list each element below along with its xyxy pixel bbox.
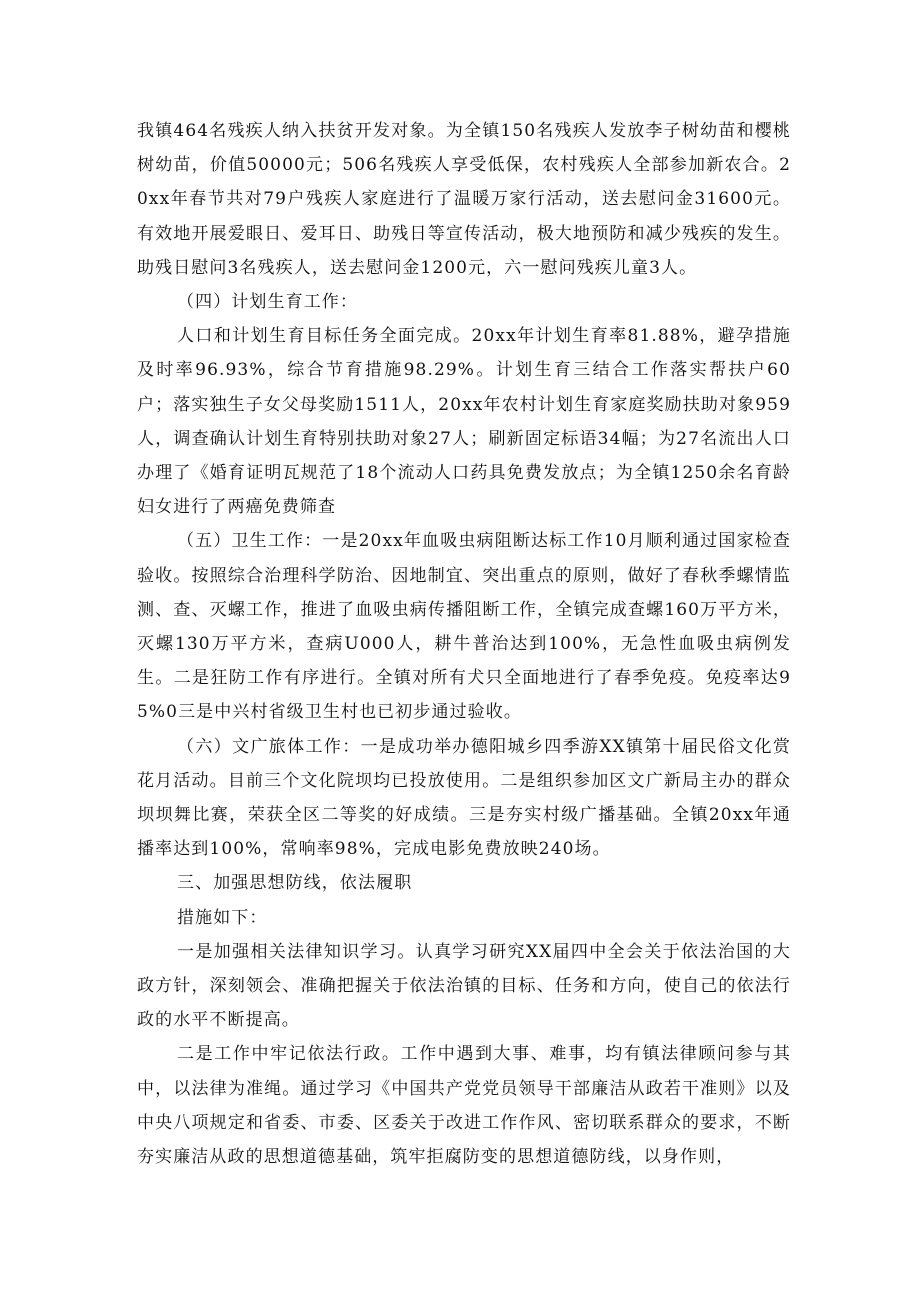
paragraph-health-work: （五）卫生工作：一是20xx年血吸虫病阻断达标工作10月顺利通过国家检查验收。按照综合治理科学防治、因地制宜、突出重点的原则，做好了春秋季螺情监测、查、灭螺工作，推进了血吸虫病传播阻断工作，全镇完成查螺160万平方米，灭螺130万平方米，查病U000人，耕牛普治达到100%，无急性血吸虫病例发生。二是狂防工作有序进行。全镇对所有犬只全面地进行了春季免疫。免疫率达95%0三是中兴村省级卫生村也已初步通过验收。: [137, 531, 791, 723]
paragraph-measures-intro: 措施如下：: [177, 907, 268, 928]
document-body: [137, 114, 791, 1174]
section-heading-family-planning: （四）计划生育工作：: [177, 292, 358, 313]
paragraph-law-study: 一是加强相关法律知识学习。认真学习研究XX届四中全会关于依法治国的大政方针，深刻领会、准确把握关于依法治镇的目标、任务和方向，使自己的依法行政的水平不断提高。: [137, 941, 791, 1031]
paragraph-law-practice: 二是工作中牢记依法行政。工作中遇到大事、难事，均有镇法律顾问参与其中，以法律为准绳。通过学习《中国共产党党员领导干部廉洁从政若干准则》以及中央八项规定和省委、市委、区委关于改进工作作风、密切联系群众的要求，不断夯实廉洁从政的思想道德基础，筑牢拒腐防变的思想道德防线，以身作则，: [137, 1044, 791, 1168]
section-heading-law: 三、加强思想防线，依法履职: [177, 873, 413, 894]
paragraph-disability-work: 我镇464名残疾人纳入扶贫开发对象。为全镇150名残疾人发放李子树幼苗和樱桃树幼苗，价值50000元；506名残疾人享受低保，农村残疾人全部参加新农合。20xx年春节共对79户残疾人家庭进行了温暖万家行活动，送去慰问金31600元。有效地开展爱眼日、爱耳日、助残日等宣传活动，极大地预防和减少残疾的发生。助残日慰问3名残疾人，送去慰问金1200元，六一慰问残疾儿童3人。: [137, 121, 791, 278]
paragraph-culture-tourism: （六）文广旅体工作：一是成功举办德阳城乡四季游XX镇第十届民俗文化赏花月活动。目前三个文化院坝均已投放使用。二是组织参加区文广新局主办的群众坝坝舞比赛，荣获全区二等奖的好成绩。三是夯实村级广播基础。全镇20xx年通播率达到100%，常响率98%，完成电影免费放映240场。: [137, 736, 791, 860]
paragraph-family-planning: 人口和计划生育目标任务全面完成。20xx年计划生育率81.88%，避孕措施及时率96.93%，综合节育措施98.29%。计划生育三结合工作落实帮扶户60户；落实独生子女父母奖励1511人，20xx年农村计划生育家庭奖励扶助对象959人，调查确认计划生育特别扶助对象27人；刷新固定标语34幅；为27名流出人口办理了《婚育证明瓦规范了18个流动人口药具免费发放点；为全镇1250余名育龄妇女进行了两癌免费筛查: [137, 326, 791, 518]
